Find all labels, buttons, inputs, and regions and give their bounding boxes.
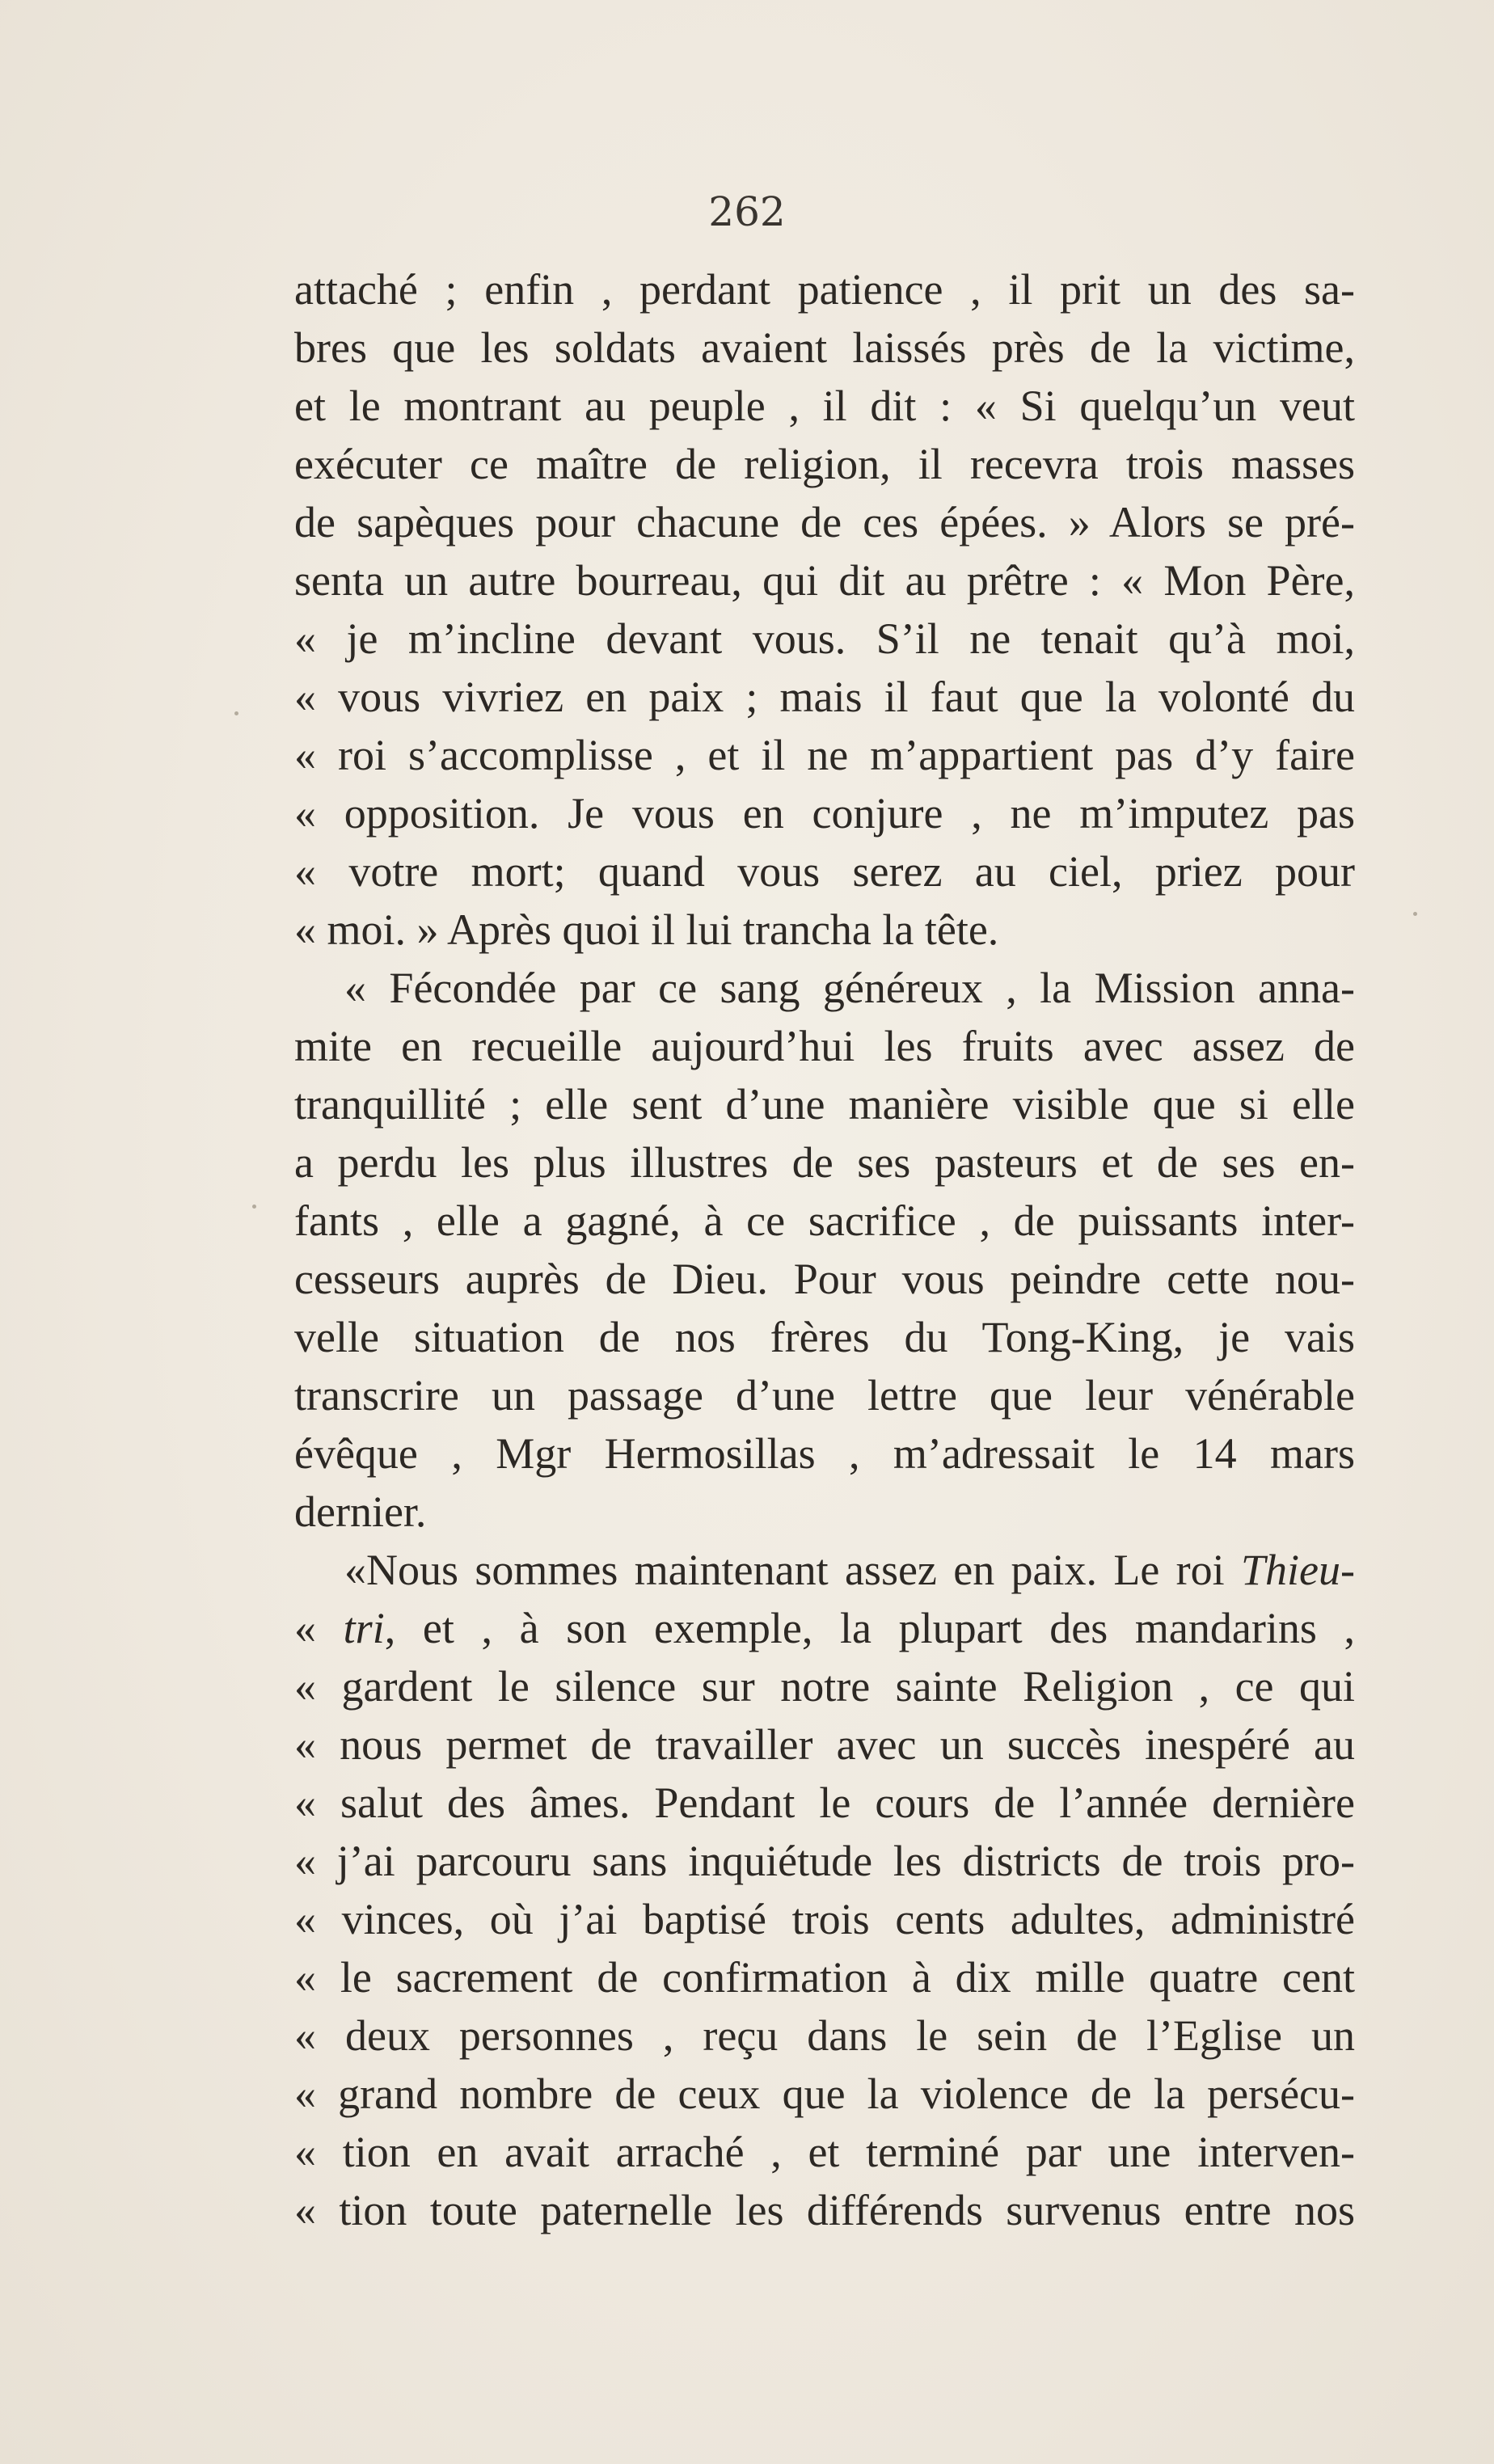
text-line: « tion toute paternelle les différends survenus entre nos — [294, 2186, 1355, 2234]
text-line: « vous vivriez en paix ; mais il faut que la volonté du — [294, 673, 1355, 721]
text-line: tranquillité ; elle sent d’une manière visible que si elle — [294, 1080, 1355, 1129]
text-line: évêque , Mgr Hermosillas , m’adressait le 14 mars — [294, 1429, 1355, 1478]
text-line: « j’ai parcouru sans inquiétude les districts de trois pro- — [294, 1837, 1355, 1885]
text-line: « nous permet de travailler avec un succès inespéré au — [294, 1720, 1355, 1769]
text-line: senta un autre bourreau, qui dit au prêtre : « Mon Père, — [294, 556, 1355, 605]
text-line — [294, 1541, 1355, 1599]
text-line: « gardent le silence sur notre sainte Religion , ce qui — [294, 1662, 1355, 1711]
text-line: bres que les soldats avaient laissés près de la victime, — [294, 323, 1355, 372]
text-line: « le sacrement de confirmation à dix mille quatre cent — [294, 1953, 1355, 2002]
text-line: attaché ; enfin , perdant patience , il prit un des sa- — [294, 265, 1355, 314]
text-line: « roi s’accomplisse , et il ne m’appartient pas d’y faire — [294, 731, 1355, 779]
text-line — [294, 1599, 1355, 1657]
italic-name: Thieu- — [1241, 1546, 1355, 1594]
text-line: « je m’incline devant vous. S’il ne tenait qu’à moi, — [294, 614, 1355, 663]
paper-speck — [234, 711, 238, 715]
paper-speck — [1413, 912, 1417, 916]
text-line: « votre mort; quand vous serez au ciel, priez pour — [294, 847, 1355, 896]
text-line: a perdu les plus illustres de ses pasteurs et de ses en- — [294, 1138, 1355, 1187]
text-run: «Nous sommes maintenant assez en paix. Le roi — [344, 1546, 1225, 1594]
page-number: 262 — [708, 188, 786, 235]
quote-mark: « — [294, 1604, 316, 1652]
text-line: « deux personnes , reçu dans le sein de l’Eglise un — [294, 2011, 1355, 2060]
text-line: velle situation de nos frères du Tong-King, je vais — [294, 1313, 1355, 1361]
paper-speck — [252, 1205, 256, 1209]
text-line: exécuter ce maître de religion, il recevra trois masses — [294, 440, 1355, 488]
text-line: « vinces, où j’ai baptisé trois cents adultes, administré — [294, 1895, 1355, 1943]
text-line: « tion en avait arraché , et terminé par une interven- — [294, 2128, 1355, 2176]
text-line: fants , elle a gagné, à ce sacrifice , de puissants inter- — [294, 1196, 1355, 1245]
text-run: , et , à son exemple, la plupart des mandarins , — [384, 1604, 1356, 1652]
text-line: « salut des âmes. Pendant le cours de l’année dernière — [294, 1778, 1355, 1827]
text-line: « grand nombre de ceux que la violence de la persécu- — [294, 2070, 1355, 2118]
italic-name: tri — [343, 1604, 385, 1652]
text-line: « moi. » Après quoi il lui trancha la tête. — [294, 905, 999, 954]
text-line: « opposition. Je vous en conjure , ne m’imputez pas — [294, 789, 1355, 838]
text-line: mite en recueille aujourd’hui les fruits avec assez de — [294, 1022, 1355, 1070]
text-line: de sapèques pour chacune de ces épées. » Alors se pré- — [294, 498, 1355, 546]
text-line: « Fécondée par ce sang généreux , la Mission anna- — [344, 964, 1355, 1012]
text-line: cesseurs auprès de Dieu. Pour vous peindre cette nou- — [294, 1255, 1355, 1303]
text-line: et le montrant au peuple , il dit : « Si quelqu’un veut — [294, 382, 1355, 430]
body-text — [294, 260, 1355, 2239]
text-line: dernier. — [294, 1487, 427, 1536]
text-line: transcrire un passage d’une lettre que leur vénérable — [294, 1371, 1355, 1420]
